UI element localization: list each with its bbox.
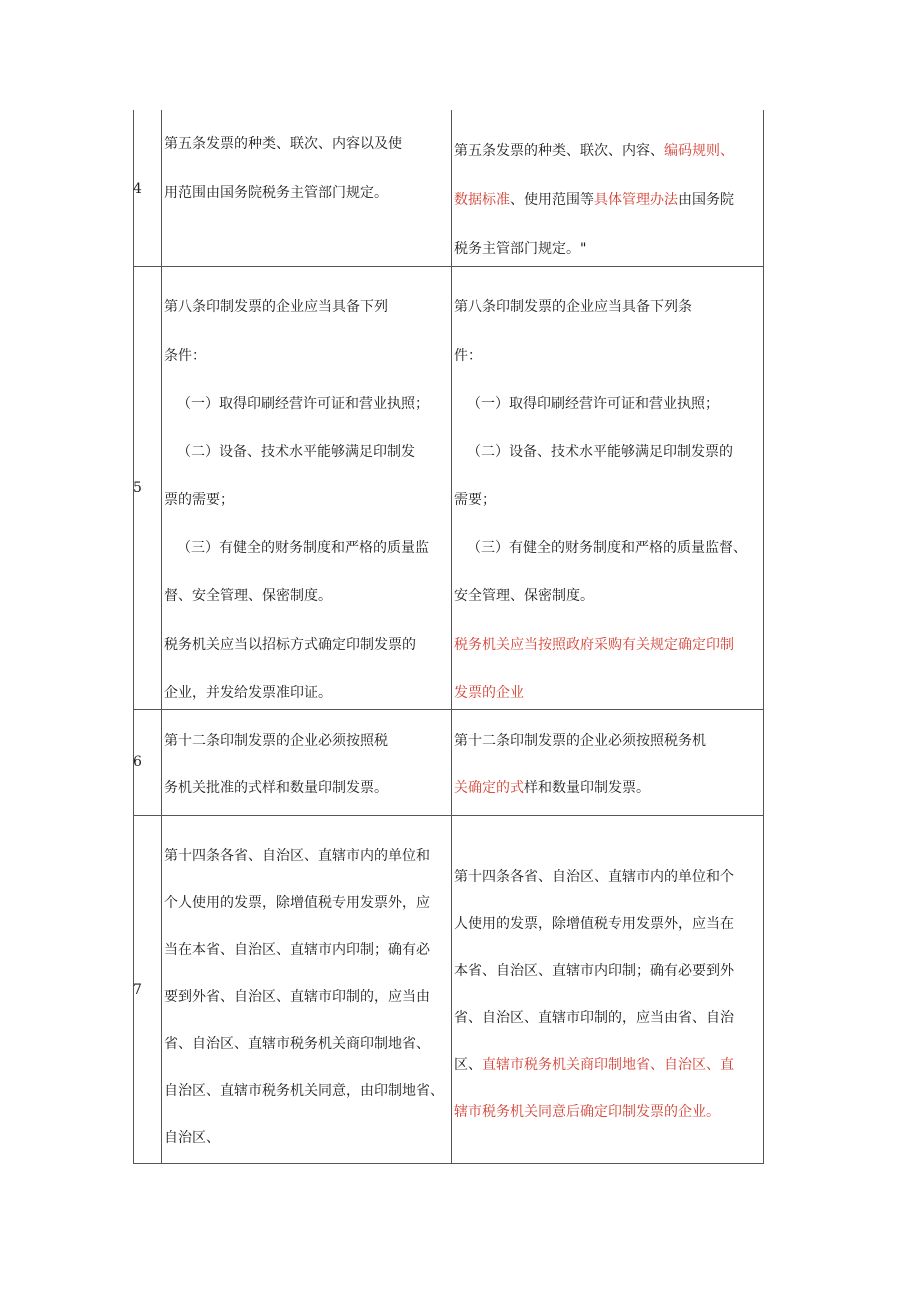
table-divider-middle xyxy=(451,110,452,1164)
new-text-line: 第十二条印制发票的企业必须按照税务机 xyxy=(454,733,706,749)
old-text-line: 要到外省、自治区、直辖市印制的，应当由 xyxy=(164,989,430,1005)
changed-text: 编码规则、 xyxy=(664,143,734,159)
row-number: 4 xyxy=(133,181,142,197)
old-text-line: 当在本省、自治区、直辖市内印制；确有必 xyxy=(164,942,430,958)
new-text-line: 省、自治区、直辖市印制的，应当由省、自治 xyxy=(454,1010,734,1026)
old-text-line: 用范围由国务院税务主管部门规定。 xyxy=(164,185,388,201)
row-number: 5 xyxy=(133,480,142,496)
table-border-left xyxy=(133,110,134,1164)
new-text-line xyxy=(454,189,734,209)
row-divider-6-7 xyxy=(133,815,764,816)
changed-text: 数据标准 xyxy=(454,192,510,208)
changed-text: 辖市税务机关同意后确定印制发票的企业。 xyxy=(454,1104,720,1120)
changed-text: 发票的企业 xyxy=(454,685,524,701)
plain-text: 第五条发票的种类、联次、内容、 xyxy=(454,143,664,159)
row-number: 6 xyxy=(133,754,142,770)
new-text-line: 需要； xyxy=(454,492,496,508)
new-text-line: 第八条印制发票的企业应当具备下列条 xyxy=(454,299,692,315)
old-text-line: 票的需要； xyxy=(164,492,234,508)
old-text-line: 个人使用的发票，除增值税专用发票外，应 xyxy=(164,895,430,911)
plain-text: 样和数量印制发票。 xyxy=(524,780,650,796)
new-text-line: 安全管理、保密制度。 xyxy=(454,588,594,604)
old-text-line: 第十四条各省、自治区、直辖市内的单位和 xyxy=(164,848,430,864)
table-border-bottom xyxy=(133,1163,764,1164)
old-text-line: 企业，并发给发票准印证。 xyxy=(164,685,332,701)
table-divider-number xyxy=(161,110,162,1164)
old-text-line: （一）取得印刷经营许可证和营业执照； xyxy=(177,396,429,412)
plain-text: 由国务院 xyxy=(678,192,734,208)
row-divider-4-5 xyxy=(133,266,764,267)
new-text-line xyxy=(454,140,734,160)
plain-text: 、使用范围等 xyxy=(510,192,594,208)
new-text-line: 第十四条各省、自治区、直辖市内的单位和个 xyxy=(454,869,734,885)
new-text-line xyxy=(454,777,650,797)
new-text-line: （一）取得印刷经营许可证和营业执照； xyxy=(467,396,719,412)
old-text-line: 务机关批准的式样和数量印制发票。 xyxy=(164,780,388,796)
new-text-line xyxy=(454,1054,734,1074)
new-text-line: （二）设备、技术水平能够满足印制发票的 xyxy=(467,444,733,460)
old-text-line: 自治区、 xyxy=(164,1130,220,1146)
new-text-line: 本省、自治区、直辖市内印制；确有必要到外 xyxy=(454,963,734,979)
changed-text: 直辖市税务机关商印制地省、自治区、直 xyxy=(482,1057,734,1073)
old-text-line: 督、安全管理、保密制度。 xyxy=(164,588,332,604)
old-text-line: 条件： xyxy=(164,348,206,364)
changed-text: 具体管理办法 xyxy=(594,192,678,208)
new-text-line: 税务主管部门规定。" xyxy=(454,241,587,257)
old-text-line: （二）设备、技术水平能够满足印制发 xyxy=(177,444,415,460)
old-text-line: 第五条发票的种类、联次、内容以及使 xyxy=(164,136,402,152)
old-text-line: 税务机关应当以招标方式确定印制发票的 xyxy=(164,637,416,653)
new-text-line: 人使用的发票，除增值税专用发票外，应当在 xyxy=(454,916,734,932)
new-text-line: 件： xyxy=(454,348,482,364)
old-text-line: 省、自治区、直辖市税务机关商印制地省、 xyxy=(164,1036,430,1052)
table-border-right xyxy=(763,110,764,1164)
plain-text: 区、 xyxy=(454,1057,482,1073)
old-text-line: 第八条印制发票的企业应当具备下列 xyxy=(164,299,388,315)
new-text-line: （三）有健全的财务制度和严格的质量监督、 xyxy=(467,540,747,556)
old-text-line: 自治区、直辖市税务机关同意，由印制地省、 xyxy=(164,1083,444,1099)
row-number: 7 xyxy=(133,982,142,998)
old-text-line: （三）有健全的财务制度和严格的质量监 xyxy=(177,540,429,556)
changed-text: 税务机关应当按照政府采购有关规定确定印制 xyxy=(454,637,734,653)
old-text-line: 第十二条印制发票的企业必须按照税 xyxy=(164,733,388,749)
changed-text: 关确定的式 xyxy=(454,780,524,796)
row-divider-5-6 xyxy=(133,709,764,710)
